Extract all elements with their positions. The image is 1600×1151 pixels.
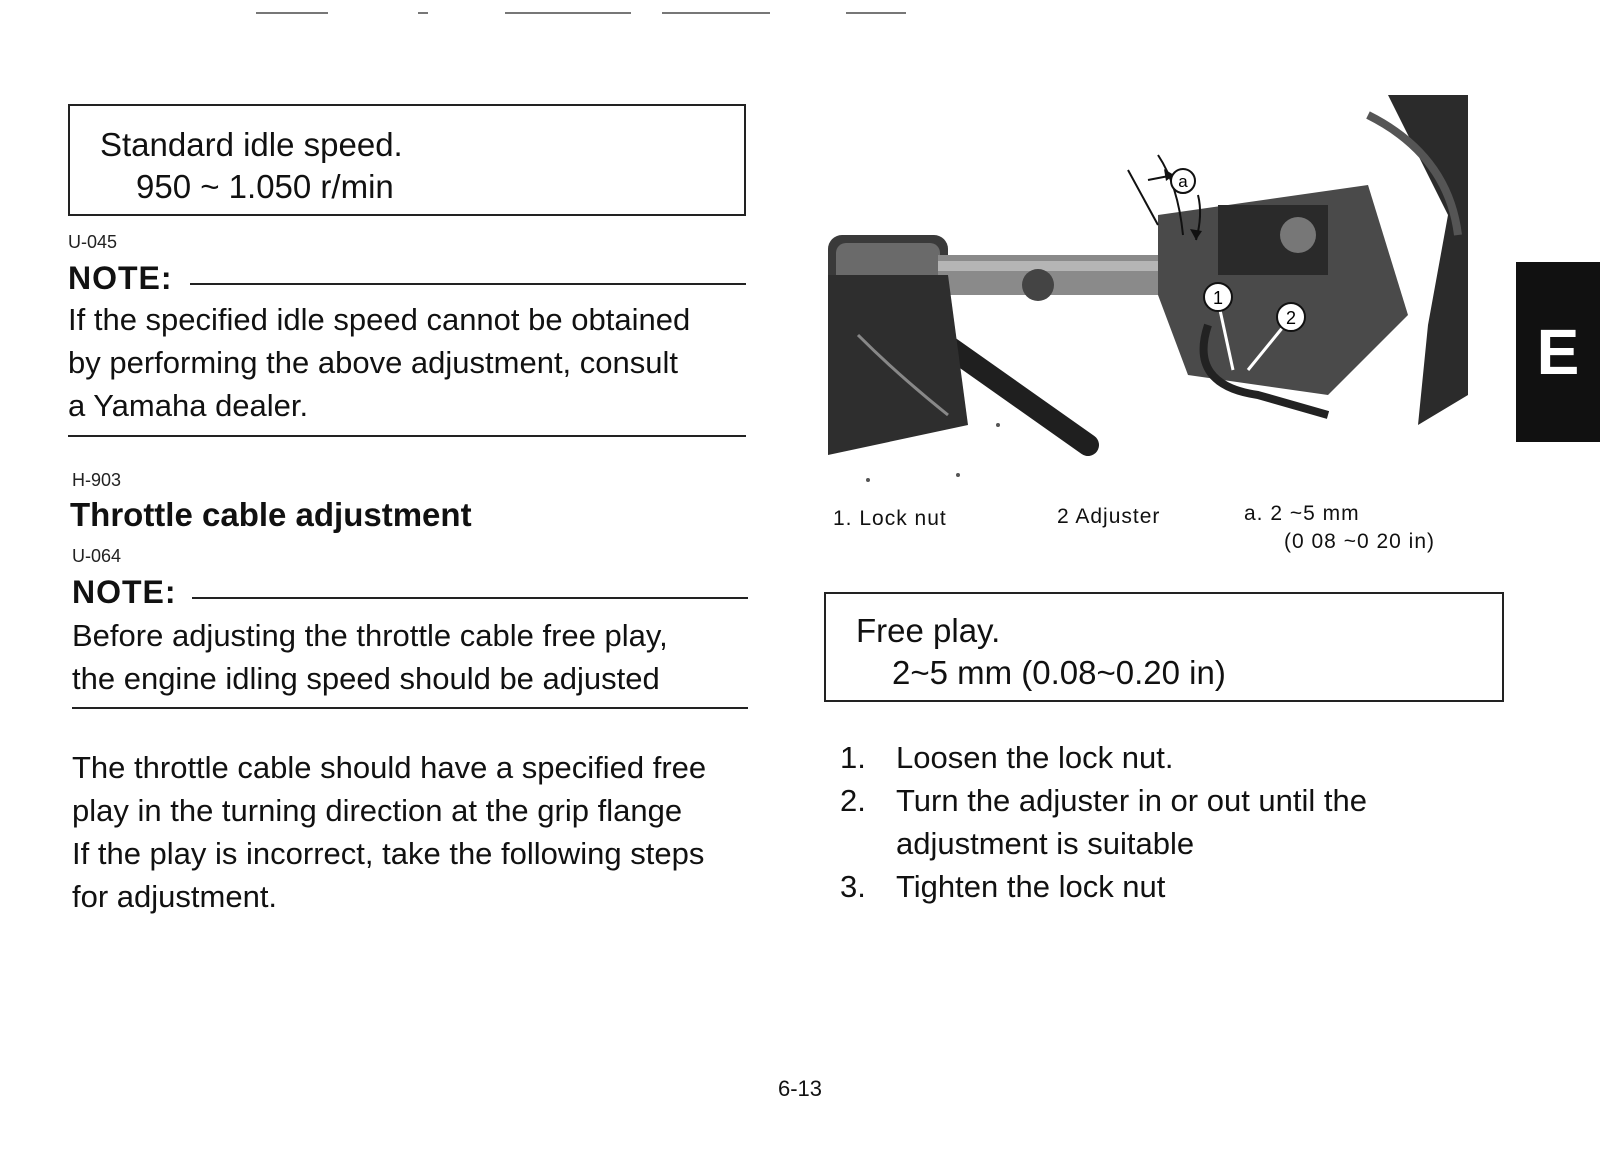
body-line: If the play is incorrect, take the following steps [72,836,705,871]
list-item [840,865,1520,908]
note1-text [68,298,758,427]
caption-a-in: (0 08 ~0 20 in) [1284,530,1436,553]
note1-label: NOTE: [68,260,173,296]
callout-2: 2 [1285,308,1297,328]
note1-line: a Yamaha dealer. [68,388,309,423]
step-text: Loosen the lock nut. [896,740,1174,775]
free-play-label: Free play. [856,612,1001,649]
note2-text [72,614,762,700]
language-tab: E [1516,262,1600,442]
callout-a: a [1178,172,1188,191]
free-play-box [824,592,1504,702]
note1-line: by performing the above adjustment, consult [68,345,679,380]
note2-end-rule [72,707,748,709]
note1-line: If the specified idle speed cannot be obtained [68,302,691,337]
step-number: 3. [840,869,866,904]
note2-line: the engine idling speed should be adjusted [72,661,660,696]
caption-adjuster: 2 Adjuster [1057,505,1161,528]
caption-a-mm: a. 2 ~5 mm [1244,502,1360,525]
step-text: Turn the adjuster in or out until the adjustment is suitable [896,783,1368,861]
body-paragraph [72,746,772,918]
callout-1: 1 [1212,288,1224,308]
note2-line: Before adjusting the throttle cable free play, [72,618,668,653]
list-item [840,779,1520,865]
note2-heading-rule [192,597,748,599]
note2-code: U-064 [72,546,122,566]
note1-end-rule [68,435,746,437]
note1-code: U-045 [68,232,118,252]
body-line: for adjustment. [72,879,278,914]
section-code: H-903 [72,470,122,490]
step-text: Tighten the lock nut [896,869,1166,904]
idle-speed-label: Standard idle speed. [100,126,403,163]
top-rule-5 [846,12,906,14]
caption-lock-nut: 1. Lock nut [833,507,947,530]
body-line: play in the turning direction at the grip flange [72,793,683,828]
top-rule-1 [256,12,328,14]
body-line: The throttle cable should have a specified free [72,750,707,785]
free-play-value: 2~5 mm (0.08~0.20 in) [892,654,1226,691]
page-number: 6-13 [777,1076,823,1101]
step-number: 1. [840,740,866,775]
list-item [840,736,1520,779]
top-rule-2 [418,12,428,14]
idle-speed-value: 950 ~ 1.050 r/min [136,168,394,205]
throttle-grip-figure [828,95,1488,485]
step-number: 2. [840,783,866,818]
top-rule-3 [505,12,631,14]
idle-speed-box [68,104,746,216]
note2-label: NOTE: [72,574,177,610]
note1-heading-rule [190,283,746,285]
adjustment-steps [840,736,1520,908]
top-rule-4 [662,12,770,14]
section-title: Throttle cable adjustment [70,496,472,533]
